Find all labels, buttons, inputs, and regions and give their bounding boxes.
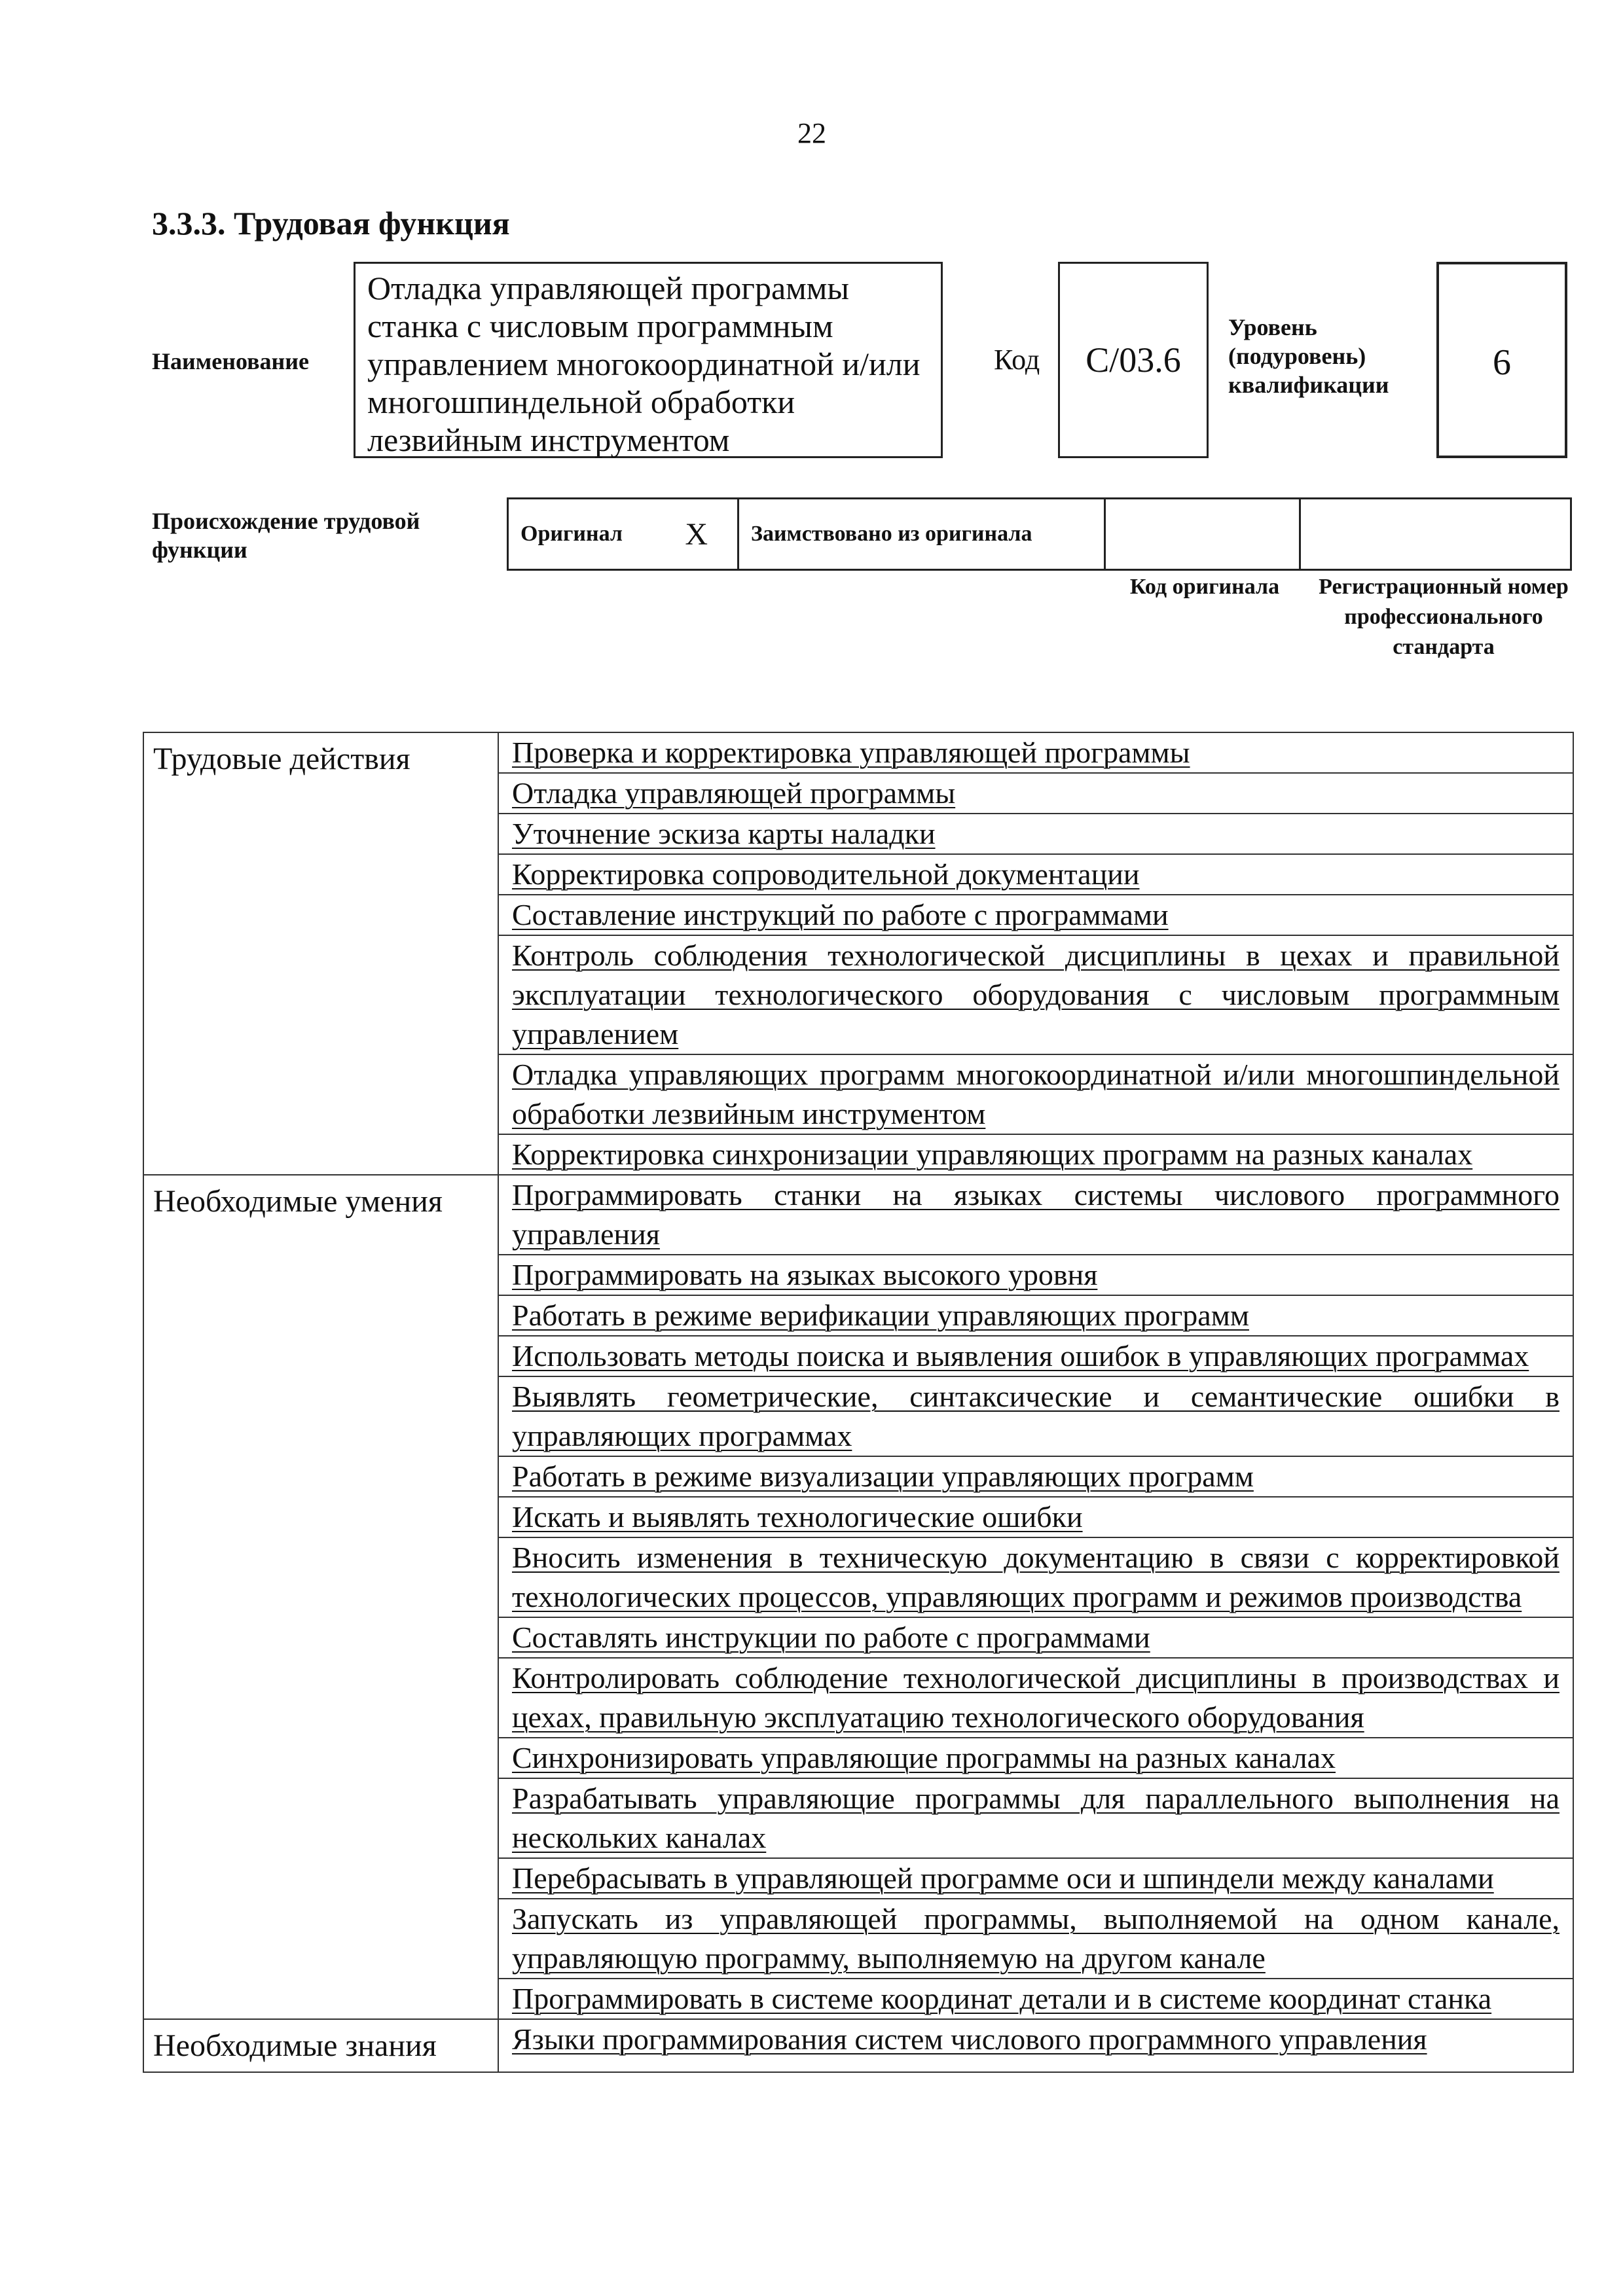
registration-number-caption: Регистрационный номер профессионального стандарта [1319, 575, 1569, 659]
section-item: Языки программирования систем числового программного управления [498, 2019, 1573, 2072]
qualification-level-box: 6 [1436, 262, 1567, 458]
page-number: 22 [797, 117, 826, 149]
origin-code-cell [1105, 499, 1300, 570]
original-code-caption: Код оригинала [1129, 575, 1280, 599]
section-item: Программировать станки на языках системы числового программного управления [498, 1175, 1573, 1255]
section-item: Проверка и корректировка управляющей программы [498, 732, 1573, 773]
origin-label: Происхождение трудовой функции [152, 508, 420, 563]
section-item: Уточнение эскиза карты наладки [498, 814, 1573, 854]
code-label: Код [994, 344, 1040, 376]
section-item: Искать и выявлять технологические ошибки [498, 1497, 1573, 1537]
function-details-table [143, 732, 1574, 2073]
section-category: Трудовые действия [143, 732, 498, 1175]
function-name-box: Отладка управляющей программы станка с числовым программным управлением многокоординатной и/или многошпиндельной обработки лезвийным инструментом [354, 262, 943, 458]
section-title: 3.3.3. Трудовая функция [152, 205, 510, 242]
section-item: Разрабатывать управляющие программы для параллельного выполнения на нескольких каналах [498, 1778, 1573, 1858]
qualification-level-label: Уровень (подуровень) квалификации [1228, 314, 1389, 398]
table-row [143, 1175, 1573, 1255]
code-value-box: C/03.6 [1058, 262, 1209, 458]
origin-borrowed-label: Заимствовано из оригинала [739, 499, 1105, 570]
origin-table [507, 497, 1572, 571]
section-item: Программировать в системе координат детали и в системе координат станка [498, 1979, 1573, 2019]
origin-original-mark: X [656, 499, 739, 570]
section-item: Выявлять геометрические, синтаксические и семантические ошибки в управляющих программах [498, 1376, 1573, 1456]
origin-registration-cell [1300, 499, 1571, 570]
section-item: Отладка управляющих программ многокоординатной и/или многошпиндельной обработки лезвийным инструментом [498, 1054, 1573, 1134]
section-item: Запускать из управляющей программы, выполняемой на одном канале, управляющую программу, выполняемую на другом канале [498, 1899, 1573, 1979]
section-item: Отладка управляющей программы [498, 773, 1573, 814]
table-row [143, 2019, 1573, 2072]
name-label: Наименование [152, 348, 309, 374]
section-item: Работать в режиме визуализации управляющих программ [498, 1456, 1573, 1497]
section-item: Контролировать соблюдение технологической дисциплины в производствах и цехах, правильную эксплуатацию технологического оборудования [498, 1658, 1573, 1738]
section-category: Необходимые умения [143, 1175, 498, 2019]
section-item: Перебрасывать в управляющей программе оси и шпиндели между каналами [498, 1858, 1573, 1899]
section-item: Программировать на языках высокого уровня [498, 1255, 1573, 1295]
section-item: Использовать методы поиска и выявления ошибок в управляющих программах [498, 1336, 1573, 1376]
section-item: Составление инструкций по работе с программами [498, 895, 1573, 935]
section-item: Корректировка синхронизации управляющих программ на разных каналах [498, 1134, 1573, 1175]
origin-original-label: Оригинал [508, 499, 656, 570]
section-category: Необходимые знания [143, 2019, 498, 2072]
table-row [143, 732, 1573, 773]
section-item: Корректировка сопроводительной документации [498, 854, 1573, 895]
section-item: Синхронизировать управляющие программы на разных каналах [498, 1738, 1573, 1778]
section-item: Работать в режиме верификации управляющих программ [498, 1295, 1573, 1336]
section-item: Составлять инструкции по работе с программами [498, 1617, 1573, 1658]
section-item: Вносить изменения в техническую документацию в связи с корректировкой технологических процессов, управляющих программ и режимов производства [498, 1537, 1573, 1617]
section-item: Контроль соблюдения технологической дисциплины в цехах и правильной эксплуатации технологического оборудования с числовым программным управлением [498, 935, 1573, 1054]
